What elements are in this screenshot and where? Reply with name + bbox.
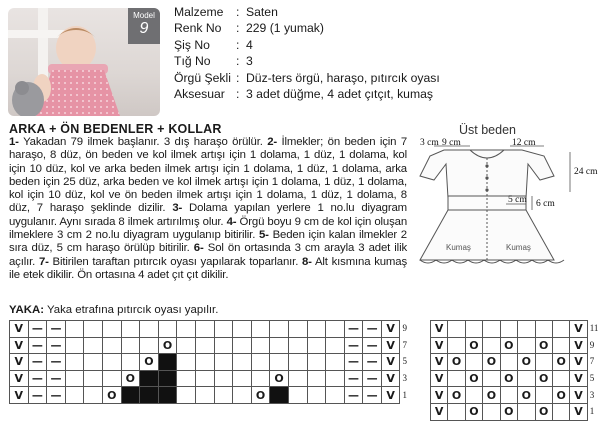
chart-cell-empty [214, 354, 233, 371]
chart-row [431, 387, 604, 404]
chart-cell-empty [214, 337, 233, 354]
chart-cell-empty [307, 354, 326, 371]
chart-cell-empty [84, 387, 103, 404]
chart-cell-purl: — [47, 387, 66, 404]
collar-note [9, 304, 218, 316]
chart-cell-purl: — [28, 321, 47, 338]
chart-cell-knit: V [431, 370, 448, 387]
chart-cell-empty [307, 337, 326, 354]
stitch-chart-2-grid [430, 320, 604, 421]
chart-cell-empty [326, 337, 345, 354]
chart-row-number: 1 [589, 406, 595, 417]
step-text: Sol ön ortasında 3 cm arayla 3 adet ilik açılır. [9, 242, 407, 268]
chart-cell-purl: — [28, 354, 47, 371]
chart-cell-empty [518, 403, 535, 420]
chart-cell-purl: — [47, 370, 66, 387]
chart-cell-empty [140, 337, 159, 354]
measure-3cm: 3 cm [420, 138, 439, 148]
chart-cell-purl: — [363, 321, 382, 338]
spec-value: Saten [246, 5, 278, 19]
spec-key: Tığ No [174, 54, 211, 69]
chart-cell-purl: — [28, 337, 47, 354]
chart-cell-knit: V [431, 321, 448, 338]
chart-cell-empty [102, 337, 121, 354]
chart-row-number: 7 [589, 356, 595, 367]
garment-schematic [414, 138, 600, 313]
model-number: 9 [139, 20, 149, 37]
chart-row-number: 3 [589, 389, 595, 400]
step-text: Dolama yapılan yerlere 1 no.lu diyagram uygulanır. Aynı sırada 8 ilmek artırılmış olur. [9, 202, 407, 228]
chart-cell-knit: V [381, 337, 400, 354]
chart-row [431, 354, 604, 371]
step-number: 2- [267, 136, 278, 148]
chart-cell-yarn-over: O [158, 337, 177, 354]
chart-cell-empty [251, 337, 270, 354]
chart-cell-yarn-over: O [500, 337, 517, 354]
chart-cell-empty [465, 387, 482, 404]
chart-cell-empty [251, 354, 270, 371]
chart-cell-empty [483, 370, 500, 387]
chart-row [10, 337, 417, 354]
step-number: 8- [302, 255, 312, 268]
chart-cell-purl: — [344, 387, 363, 404]
chart-cell-purl: — [344, 370, 363, 387]
chart-cell-empty [483, 403, 500, 420]
chart-cell-empty [307, 387, 326, 404]
measure-9cm: 9 cm [442, 138, 461, 148]
chart-cell-yarn-over: O [483, 387, 500, 404]
chart-cell-empty [177, 387, 196, 404]
spec-key: Renk No [174, 21, 222, 36]
chart-cell-knit: V [10, 387, 29, 404]
chart-cell-knit: V [10, 321, 29, 338]
spec-value: Düz-ters örgü, haraşo, pıtırcık oyası [246, 70, 440, 85]
chart-cell-empty [448, 337, 465, 354]
chart-row [431, 403, 604, 420]
model-photo [8, 8, 160, 116]
chart-cell-empty [121, 337, 140, 354]
model-badge [128, 8, 160, 44]
spec-separator: : [236, 21, 240, 36]
chart-cell-empty [102, 321, 121, 338]
chart-cell-no-stitch [158, 354, 177, 371]
chart-cell-empty [307, 321, 326, 338]
chart-cell-yarn-over: O [500, 403, 517, 420]
chart-cell-purl: — [47, 337, 66, 354]
chart-cell-empty [326, 354, 345, 371]
section-title: ARKA + ÖN BEDENLER + KOLLAR [9, 122, 222, 136]
chart-cell-empty [65, 370, 84, 387]
chart-cell-empty [65, 337, 84, 354]
chart-cell-purl: — [28, 370, 47, 387]
chart-cell-empty [177, 370, 196, 387]
schematic-title: Üst beden [459, 123, 516, 137]
chart-cell-empty [84, 370, 103, 387]
chart-cell-empty [270, 354, 289, 371]
chart-row-number: 9 [402, 323, 407, 334]
chart-cell-knit: V [10, 354, 29, 371]
chart-cell-yarn-over: O [483, 354, 500, 371]
chart-cell-empty [465, 321, 482, 338]
chart-cell-empty [552, 321, 569, 338]
chart-row-number: 1 [402, 389, 407, 400]
step-text: Yakadan 79 ilmek başlanır. 3 dış haraşo örülür. [18, 136, 268, 148]
spec-row [174, 4, 440, 20]
chart-cell-empty [552, 403, 569, 420]
chart-cell-yarn-over: O [518, 354, 535, 371]
chart-cell-empty [465, 354, 482, 371]
chart-cell-empty [518, 321, 535, 338]
fabric-label-left: Kumaş [446, 243, 471, 252]
chart-cell-empty [121, 321, 140, 338]
chart-cell-empty [195, 337, 214, 354]
chart-cell-knit: V [431, 403, 448, 420]
chart-cell-knit: V [431, 387, 448, 404]
chart-cell-yarn-over: O [140, 354, 159, 371]
chart-cell-yarn-over: O [448, 387, 465, 404]
step-text: Bitirilen taraftan pıtırcık oyası yapılarak toparlanır. [48, 255, 302, 268]
spec-separator: : [236, 37, 240, 52]
chart-cell-no-stitch [158, 370, 177, 387]
chart-cell-purl: — [363, 370, 382, 387]
spec-key: Malzeme [174, 5, 224, 19]
collar-label: YAKA: [9, 304, 45, 316]
chart-cell-knit: V [381, 354, 400, 371]
chart-cell-knit: V [381, 370, 400, 387]
measure-12cm: 12 cm [512, 138, 536, 148]
chart-cell-knit: V [570, 321, 587, 338]
collar-text: Yaka etrafına pıtırcık oyası yapılır. [47, 304, 219, 316]
chart-cell-knit: V [381, 321, 400, 338]
chart-row-number: 9 [589, 339, 595, 350]
step-text: Alt kısmına kumaş ile etek dikilir. Ön ortasına 4 adet çıt çıt dikilir. [9, 255, 408, 281]
chart-cell-yarn-over: O [465, 370, 482, 387]
chart-cell-purl: — [363, 337, 382, 354]
chart-cell-empty [270, 321, 289, 338]
chart-cell-empty [500, 354, 517, 371]
chart-cell-empty [195, 387, 214, 404]
chart-cell-empty [483, 337, 500, 354]
fabric-label-right: Kumaş [506, 243, 531, 252]
chart-cell-yarn-over: O [500, 370, 517, 387]
chart-cell-no-stitch [270, 387, 289, 404]
chart-cell-yarn-over: O [448, 354, 465, 371]
chart-cell-empty [251, 321, 270, 338]
chart-cell-empty [500, 387, 517, 404]
chart-cell-yarn-over: O [102, 387, 121, 404]
chart-cell-yarn-over: O [518, 387, 535, 404]
chart-cell-empty [121, 354, 140, 371]
chart-cell-empty [233, 370, 252, 387]
measure-5cm: 5 cm [508, 195, 527, 205]
instructions-text [9, 136, 407, 282]
step-number: 6- [193, 242, 204, 255]
chart-cell-empty [84, 321, 103, 338]
chart-cell-empty [102, 354, 121, 371]
chart-cell-empty [65, 321, 84, 338]
chart-cell-knit: V [431, 337, 448, 354]
spec-value: 4 [246, 37, 253, 52]
step-text: İlmekler; ön beden için 7 haraşo, 8 düz, ön beden ve kol ilmek artışı için 1 dolama, 1 düz, 1 dolama, kol için 10 düz, kol ve arka beden ilmek artışı için 1 dolama, 1 düz, 1 dolama, arka beden için 25 düz, arka beden ve kol ilmek artışı için 1 dolama, 1 düz, 1 dolama, kol için 10 düz, kol ve ön beden ilmek artışı için 1 dolama, 1 düz, 1 dolama, 8 düz, 7 haraşo şeklinde dizilir. [9, 136, 408, 215]
chart-cell-purl: — [344, 321, 363, 338]
chart-cell-empty [500, 321, 517, 338]
spec-row [174, 86, 440, 102]
spec-row [174, 53, 440, 69]
step-number: 3- [172, 202, 183, 215]
chart-cell-no-stitch [121, 387, 140, 404]
chart-row-number: 11 [589, 323, 599, 334]
spec-value: 3 adet düğme, 4 adet çıtçıt, kumaş [246, 87, 433, 102]
chart-cell-empty [177, 354, 196, 371]
chart-cell-yarn-over: O [552, 387, 569, 404]
chart-cell-empty [65, 354, 84, 371]
chart-cell-knit: V [10, 370, 29, 387]
chart-row [10, 321, 417, 338]
spec-row [174, 37, 440, 53]
chart-cell-yarn-over: O [270, 370, 289, 387]
spec-key: Örgü Şekli [174, 70, 231, 85]
chart-cell-empty [195, 321, 214, 338]
stitch-chart-1-grid [9, 320, 417, 404]
chart-cell-yarn-over: O [121, 370, 140, 387]
step-text: Örgü boyu 9 cm de kol için oluşan ilmeklere 3 cm 2 no.lu diyagram uygulanıp bitirilir. [9, 215, 408, 242]
chart-cell-no-stitch [158, 387, 177, 404]
chart-cell-yarn-over: O [535, 337, 552, 354]
chart-cell-purl: — [344, 337, 363, 354]
chart-cell-empty [518, 370, 535, 387]
chart-row [431, 370, 604, 387]
chart-cell-empty [214, 321, 233, 338]
spec-value: 3 [246, 54, 253, 69]
chart-cell-empty [448, 321, 465, 338]
chart-cell-knit: V [10, 337, 29, 354]
spec-row [174, 70, 440, 86]
chart-cell-empty [233, 387, 252, 404]
stitch-chart-1 [9, 320, 417, 404]
chart-cell-empty [158, 321, 177, 338]
chart-cell-purl: — [47, 354, 66, 371]
chart-cell-empty [518, 337, 535, 354]
chart-cell-empty [84, 337, 103, 354]
chart-cell-yarn-over: O [535, 403, 552, 420]
chart-cell-empty [288, 370, 307, 387]
spec-separator: : [236, 54, 240, 69]
chart-cell-no-stitch [140, 387, 159, 404]
chart-cell-empty [535, 354, 552, 371]
spec-row [174, 20, 440, 36]
chart-cell-empty [483, 321, 500, 338]
chart-cell-empty [251, 370, 270, 387]
chart-cell-knit: V [381, 387, 400, 404]
chart-cell-empty [233, 354, 252, 371]
model-label: Model [133, 11, 155, 20]
step-number: 5- [258, 229, 269, 242]
stitch-chart-2 [430, 320, 604, 421]
chart-cell-knit: V [570, 337, 587, 354]
chart-row [10, 387, 417, 404]
spec-value: 229 (1 yumak) [246, 21, 324, 36]
chart-cell-empty [288, 354, 307, 371]
chart-cell-empty [214, 370, 233, 387]
chart-row-number: 7 [402, 339, 407, 350]
chart-row [431, 337, 604, 354]
chart-cell-yarn-over: O [465, 337, 482, 354]
chart-cell-empty [326, 321, 345, 338]
chart-cell-yarn-over: O [465, 403, 482, 420]
chart-cell-yarn-over: O [251, 387, 270, 404]
chart-cell-empty [195, 370, 214, 387]
chart-cell-empty [326, 370, 345, 387]
chart-row-number: 5 [402, 356, 407, 367]
step-number: 7- [38, 255, 49, 268]
chart-cell-empty [102, 370, 121, 387]
chart-cell-empty [270, 337, 289, 354]
chart-cell-empty [288, 321, 307, 338]
chart-cell-empty [448, 370, 465, 387]
chart-cell-empty [448, 403, 465, 420]
chart-cell-empty [326, 387, 345, 404]
chart-row [431, 321, 604, 338]
chart-cell-empty [233, 321, 252, 338]
chart-cell-empty [535, 387, 552, 404]
chart-cell-empty [177, 337, 196, 354]
spec-separator: : [236, 87, 240, 102]
chart-cell-empty [233, 337, 252, 354]
chart-row-number: 5 [589, 373, 595, 384]
chart-cell-purl: — [28, 387, 47, 404]
chart-cell-empty [552, 337, 569, 354]
spec-key: Şiş No [174, 37, 210, 52]
chart-cell-knit: V [570, 354, 587, 371]
chart-cell-empty [552, 370, 569, 387]
chart-cell-empty [288, 337, 307, 354]
chart-cell-purl: — [363, 387, 382, 404]
chart-cell-empty [140, 321, 159, 338]
chart-row [10, 370, 417, 387]
chart-cell-empty [288, 387, 307, 404]
spec-separator: : [236, 70, 240, 85]
chart-cell-knit: V [570, 387, 587, 404]
chart-row [10, 354, 417, 371]
chart-cell-no-stitch [140, 370, 159, 387]
chart-cell-empty [65, 387, 84, 404]
materials-list [174, 4, 440, 102]
chart-cell-purl: — [47, 321, 66, 338]
chart-cell-knit: V [570, 403, 587, 420]
chart-row-number: 3 [402, 373, 407, 384]
chart-cell-empty [177, 321, 196, 338]
measure-24cm: 24 cm [574, 167, 598, 177]
chart-cell-purl: — [344, 354, 363, 371]
chart-cell-yarn-over: O [535, 370, 552, 387]
spec-separator: : [236, 5, 240, 19]
chart-cell-purl: — [363, 354, 382, 371]
chart-cell-empty [195, 354, 214, 371]
step-text: Beden için kalan ilmekler 2 sıra düz, 5 cm haraşo örülüp bitirilir. [9, 229, 407, 255]
chart-cell-empty [214, 387, 233, 404]
measure-6cm: 6 cm [536, 199, 555, 209]
chart-cell-yarn-over: O [552, 354, 569, 371]
spec-key: Aksesuar [174, 87, 225, 102]
chart-cell-empty [307, 370, 326, 387]
chart-cell-knit: V [431, 354, 448, 371]
chart-cell-empty [535, 321, 552, 338]
step-number: 1- [9, 136, 19, 148]
chart-cell-knit: V [570, 370, 587, 387]
chart-cell-empty [84, 354, 103, 371]
step-number: 4- [226, 215, 237, 228]
